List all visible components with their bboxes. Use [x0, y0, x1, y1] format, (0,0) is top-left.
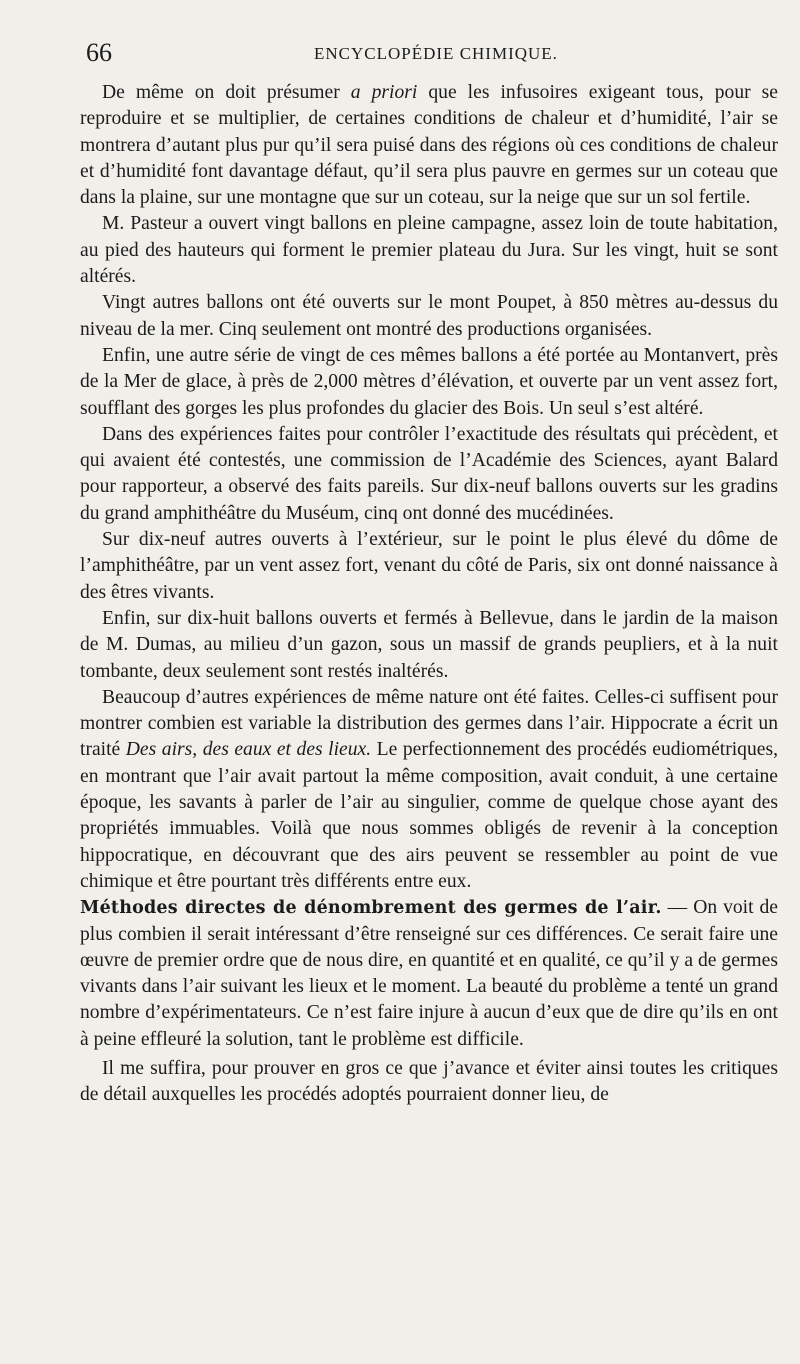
section-title: Méthodes directes de dénombrement des germes de l’air. — [80, 898, 662, 919]
page-header — [86, 38, 776, 68]
paragraph: Sur dix-neuf autres ouverts à l’extérieur, sur le point le plus élevé du dôme de l’amphithéâtre, par un vent assez fort, venant du côté de Paris, six ont donné naissance à des êtres vivants. — [80, 529, 778, 603]
paragraph: Enfin, sur dix-huit ballons ouverts et fermés à Bellevue, dans le jardin de la maison de M. Dumas, au milieu d’un gazon, sous un massif de grands peupliers, et à la nuit tombante, deux seulement sont restés inaltérés. — [80, 607, 778, 682]
paragraph: De même on doit présumer a priori que les infusoires exigeant tous, pour se reproduire et se multiplier, de certaines conditions de chaleur et d’humidité, l’air se montrera d’autant plus pur qu’il sera puisé dans des régions où ces conditions de chaleur et d’humidité font davantage défaut, qu’il sera plus pauvre en germes sur un coteau que dans la plaine, sur une montagne que sur un coteau, sur la neige que sur un sol fertile. — [80, 82, 778, 209]
paragraph: Dans des expériences faites pour contrôler l’exactitude des résultats qui précèdent, et qui avaient été contestés, une commission de l’Académie des Sciences, ayant Balard pour rapporteur, a observé des faits pareils. Sur dix-neuf ballons ouverts sur les gradins du grand amphithéâtre du Muséum, cinq ont donné des mucédinées. — [80, 423, 778, 524]
paragraph: Beaucoup d’autres expériences de même nature ont été faites. Celles-ci suffisent pour montrer combien est variable la distribution des germes dans l’air. Hippocrate a écrit un traité Des airs, des eaux et des lieux. Le perfectionnement des procédés eudiométriques, en montrant que l’air avait partout la même composition, avait conduit, à une certaine époque, les savants à parler de l’air au singulier, comme de quelque chose ayant des propriétés immuables. Voilà que nous sommes obligés de revenir à la conception hippocratique, en découvrant que des airs peuvent se ressembler au point de vue chimique et être pourtant très différents entre eux. — [80, 686, 778, 892]
paragraph: Vingt autres ballons ont été ouverts sur le mont Poupet, à 850 mètres au-dessus du niveau de la mer. Cinq seulement ont montré des productions organisées. — [80, 292, 778, 340]
paragraph: Enfin, une autre série de vingt de ces mêmes ballons a été portée au Montanvert, près de la Mer de glace, à près de 2,000 mètres d’élévation, et ouverte par un vent assez fort, soufflant des gorges les plus profondes du glacier des Bois. Un seul s’est altéré. — [80, 344, 778, 419]
page-body — [80, 80, 778, 1109]
running-title: ENCYCLOPÉDIE CHIMIQUE. — [314, 44, 558, 63]
paragraph: Il me suffira, pour prouver en gros ce que j’avance et éviter ainsi toutes les critiques de détail auxquelles les procédés adoptés pourraient donner lieu, de — [80, 1057, 778, 1106]
section-paragraph: Méthodes directes de dénombrement des germes de l’air. — On voit de plus combien il serait intéressant d’être renseigné sur ces différences. Ce serait faire une œuvre de premier ordre que de nous dire, en quantité et en qualité, ce qu’il y a de germes vivants dans l’air suivant les lieux et le moment. La beauté du problème a tenté un grand nombre d’expérimentateurs. Ce n’est faire injure à aucun d’eux que de dire qu’ils en ont à peine effleuré la solution, tant le problème est difficile. — [80, 897, 778, 1050]
paragraph: M. Pasteur a ouvert vingt ballons en pleine campagne, assez loin de toute habitation, au pied des hauteurs qui forment le premier plateau du Jura. Sur les vingt, huit se sont altérés. — [80, 213, 778, 288]
page-number: 66 — [86, 38, 112, 67]
